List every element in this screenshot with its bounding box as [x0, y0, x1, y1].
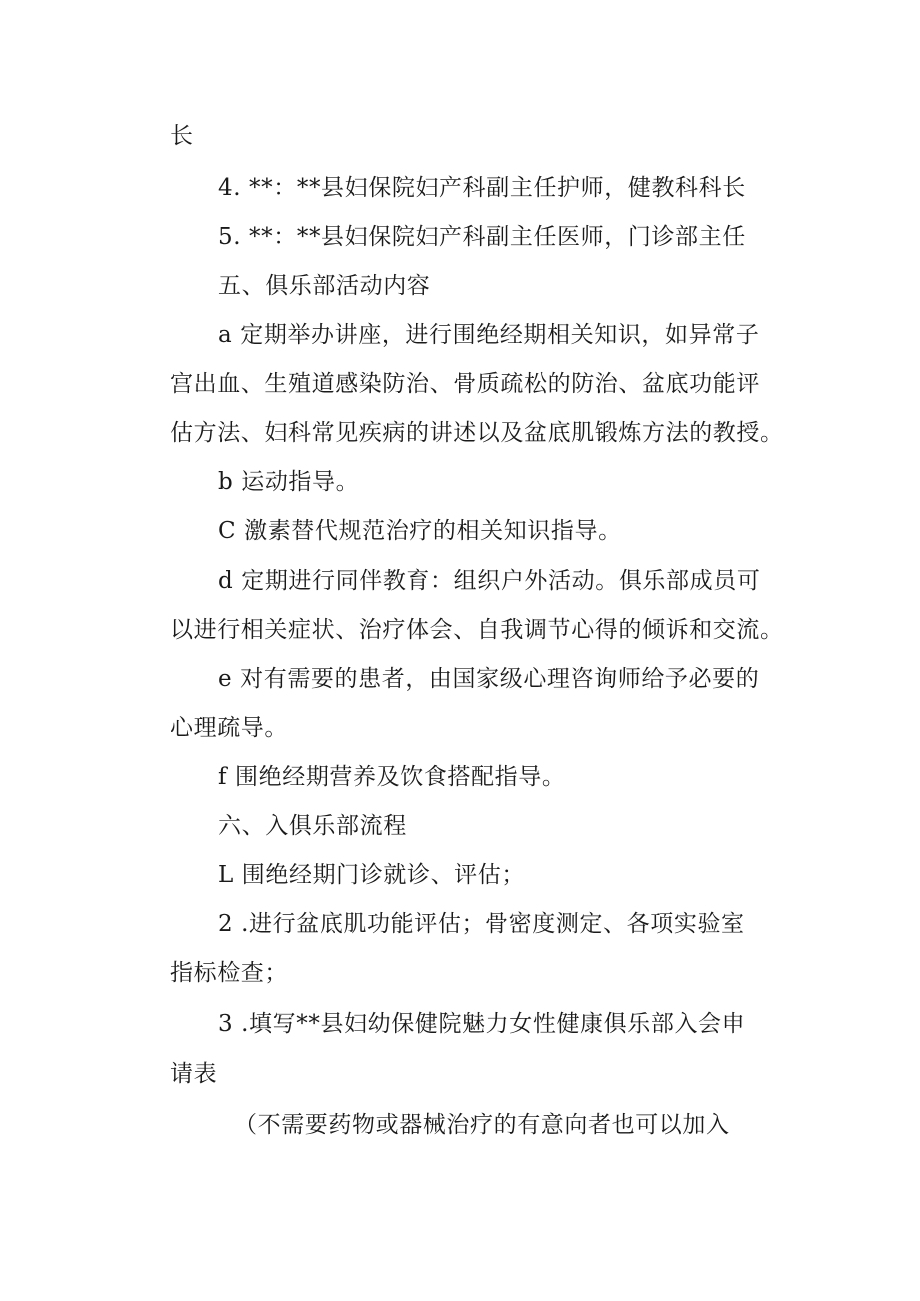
text-line: 4. **：**县妇保院妇产科副主任护师，健教科科长 — [218, 175, 746, 201]
text-line: 3 .填写**县妇幼保健院魅力女性健康俱乐部入会申 — [218, 1011, 746, 1037]
text-line: a 定期举办讲座，进行围绝经期相关知识，如异常子 — [218, 322, 760, 348]
text-line: 2 .进行盆底肌功能评估；骨密度测定、各项实验室 — [218, 911, 745, 937]
text-line: b 运动指导。 — [218, 469, 360, 495]
text-line: 长 — [170, 123, 194, 149]
text-line: （不需要药物或器械治疗的有意向者也可以加入 — [234, 1112, 730, 1138]
text-line: 请表 — [170, 1061, 218, 1087]
text-line: 以进行相关症状、治疗体会、自我调节心得的倾诉和交流。 — [170, 617, 784, 643]
text-line: L 围绝经期门诊就诊、评估； — [218, 862, 525, 888]
text-line: 估方法、妇科常见疾病的讲述以及盆底肌锻炼方法的教授。 — [170, 420, 784, 446]
section-heading: 五、俱乐部活动内容 — [218, 273, 431, 299]
text-line: d 定期进行同伴教育：组织户外活动。俱乐部成员可 — [218, 568, 761, 594]
text-line: C 激素替代规范治疗的相关知识指导。 — [218, 518, 622, 544]
text-line: 5. **：**县妇保院妇产科副主任医师，门诊部主任 — [218, 224, 746, 250]
section-heading: 六、入俱乐部流程 — [218, 813, 407, 839]
text-line: 宫出血、生殖道感染防治、骨质疏松的防治、盆底功能评 — [170, 371, 760, 397]
text-line: e 对有需要的患者，由国家级心理咨询师给予必要的 — [218, 666, 760, 692]
text-line: f 围绝经期营养及饮食搭配指导。 — [218, 764, 566, 790]
text-line: 心理疏导。 — [170, 715, 288, 741]
text-line: 指标检查； — [170, 960, 288, 986]
